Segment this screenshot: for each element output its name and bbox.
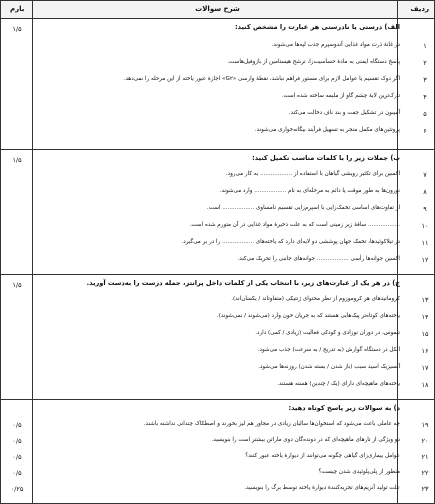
question-row (44, 205, 427, 216)
question-row (44, 313, 429, 324)
question-row (44, 453, 429, 464)
question-text: از تفاوت‌های اساسی تخمک‌زایی با اسپرم‌زایی تقسیم نامساوی .................. است. (206, 205, 400, 211)
question-text: منظور از پلی‌پلوئیدی شدن چیست؟ (318, 469, 400, 475)
question-text: دو ویژگی از تارهای ماهیچه‌ای که در دونده‌گان دوی ماراتن بیشتر است را بنویسید. (211, 437, 400, 443)
question-number: ۱۰ (421, 222, 429, 230)
question-number: ۲۲ (421, 469, 429, 477)
score-column-divider (32, 1, 33, 503)
row-column-header: ردیف (410, 5, 429, 13)
question-number: ۱۲ (421, 256, 429, 264)
question-row (44, 42, 427, 53)
question-number: ۳ (423, 76, 427, 84)
section-divider (1, 399, 434, 400)
question-text: آمیبون در تشکیل جفت و بند ناف دخالت می‌کند. (288, 110, 400, 116)
section-score: ۱/۵ (12, 156, 22, 164)
question-number: ۱۸ (421, 381, 429, 389)
question-score: ۰/۵ (12, 453, 22, 461)
question-score: ۰/۵ (12, 437, 22, 445)
question-row (44, 485, 429, 496)
section-score: ۱/۵ (12, 25, 22, 33)
question-text: تیموس، در دوران نوزادی و کودکی فعالیت (زیادی / کمی) دارد. (255, 330, 400, 336)
question-row (44, 171, 427, 182)
question-row (44, 421, 429, 432)
question-text: نورون‌ها به طور موقت یا دائم به مرحله‌ای به نام .................. وارد می‌شوند. (219, 188, 400, 194)
question-text: چه عاملی باعث می‌شود که استخوان‌ها سالیان زیادی در مجاور هم لیز بخورند و اصطکاک چندانی نداشته باشند. (143, 421, 400, 427)
question-number: ۹ (423, 205, 427, 213)
question-score: ۰/۲۵ (10, 485, 24, 493)
section-title: د) به سوالات زیر پاسخ کوتاه دهید: (288, 404, 400, 412)
section-title: ب) جملات زیر را با کلمات مناسب تکمیل کنید: (252, 154, 400, 162)
question-row (44, 127, 427, 138)
question-text: آبسیزیک اسید سبب (باز شدن / بسته شدن) روزنه‌ها می‌شود. (258, 364, 400, 370)
question-text: عوامل بیماری‌زای گیاهی چگونه می‌توانند از دیوارهٔ یاخته عبور کنند؟ (245, 453, 400, 459)
question-text: اکسین برای تکثیر رویشی گیاهان با استفاده از .................. به کار می‌رود. (225, 171, 400, 177)
question-number: ۱۳ (421, 296, 429, 304)
question-text: یاخته‌های ماهیچه‌ای دارای (یک / چندین) هسته هستند. (277, 381, 400, 387)
question-number: ۱۱ (421, 239, 429, 247)
section-divider (1, 274, 434, 275)
section-divider (1, 149, 434, 150)
section-score: ۱/۵ (12, 281, 22, 289)
question-row (44, 188, 427, 199)
question-row (44, 76, 427, 87)
question-number: ۲۱ (421, 453, 429, 461)
question-number: ۱۵ (421, 330, 429, 338)
question-text: اکسین جوانه‌ها رأسی .................. جوانه‌های جانبی را تحریک می‌کند. (237, 256, 400, 262)
question-text: پروتئین‌های مکمل منجر به تسهیل فرآیند بیگانه‌خواری می‌شوند. (254, 127, 400, 133)
question-number: ۲۰ (421, 437, 429, 445)
questions-column-header: شرح سوالات (195, 5, 240, 13)
question-text: پاسخ دستگاه ایمنی به مادهٔ حساسیت‌زا، ترشح هیستامین از بازوفیل‌هاست. (227, 59, 400, 65)
section-title: ج) در هر یک از عبارت‌های زیر، با انتخاب یکی از کلمات داخل پرانتز، جمله درست را به‌دست آورید. (86, 279, 400, 287)
question-number: ۶ (423, 127, 427, 135)
question-row (44, 93, 427, 104)
question-number: ۱۷ (421, 364, 429, 372)
section-title: الف) درستی یا نادرستی هر عبارت را مشخص کنید: (235, 23, 400, 31)
question-text: در تیلاکوئیدها، تخمک جهان پوششی دو لایه‌ای دارد که یاخته‌های .................. را در بر می‌گیرد. (181, 239, 400, 245)
question-text: اگر دوک تقسیم یا عوامل لازم برای مستور فراهم نباشد، نقطهٔ وارسی «G۲» اجازهٔ عبور یاخته از این مرحله را نمی‌دهد. (123, 76, 400, 82)
question-score: ۰/۵ (12, 469, 22, 477)
question-text: در غانهٔ ذرت مواد غذایی آندوسپرم جذب لپه‌ها می‌شوند. (271, 42, 400, 48)
question-number: ۲۳ (421, 485, 429, 493)
question-row (44, 110, 427, 121)
question-number: ۱۹ (421, 421, 429, 429)
question-row (44, 296, 429, 307)
question-number: ۱ (423, 42, 427, 50)
question-row (44, 330, 429, 341)
question-number: ۵ (423, 110, 427, 118)
question-row (44, 469, 429, 480)
question-row (44, 381, 429, 392)
question-text: یاخته‌های کوتاه‌تر پیک‌هایی هستند که به جریان خون وارد (می‌شوند / نمی‌شوند). (216, 313, 400, 319)
question-number: ۲ (423, 59, 427, 67)
question-number: ۴ (423, 93, 427, 101)
question-row (44, 59, 427, 70)
question-number: ۱۶ (421, 347, 429, 355)
question-text: کروماتیدهای هر کروموزوم از نظر محتوای ژنتیکی (متفاوتاند / یکسان‌اند). (231, 296, 400, 302)
question-row (44, 256, 429, 267)
question-score: ۰/۵ (12, 421, 22, 429)
question-text: .................. ساقهٔ زیر زمینی است که به علت ذخیرهٔ مواد غذایی در آن متورم شده است. (189, 222, 400, 228)
question-text: الکل در دستگاه گوارش (به تدریج / به سرعت) جذب می‌شود. (257, 347, 400, 353)
table-header (1, 1, 434, 19)
question-text: علت تولید آنزیم‌های تجزیه‌کنندهٔ دیوارهٔ یاخته توسط برگ را بنویسید. (244, 485, 400, 491)
question-row (44, 222, 429, 233)
question-text: تارک‌ترین لایهٔ چشم گاو از ملیمه ساخته شده است. (281, 93, 400, 99)
question-number: ۱۴ (421, 313, 429, 321)
question-row (44, 347, 429, 358)
question-row (44, 437, 429, 448)
score-column-header: بارم (10, 5, 25, 13)
question-row (44, 364, 429, 375)
question-row (44, 239, 429, 250)
question-number: ۷ (423, 171, 427, 179)
question-number: ۸ (423, 188, 427, 196)
